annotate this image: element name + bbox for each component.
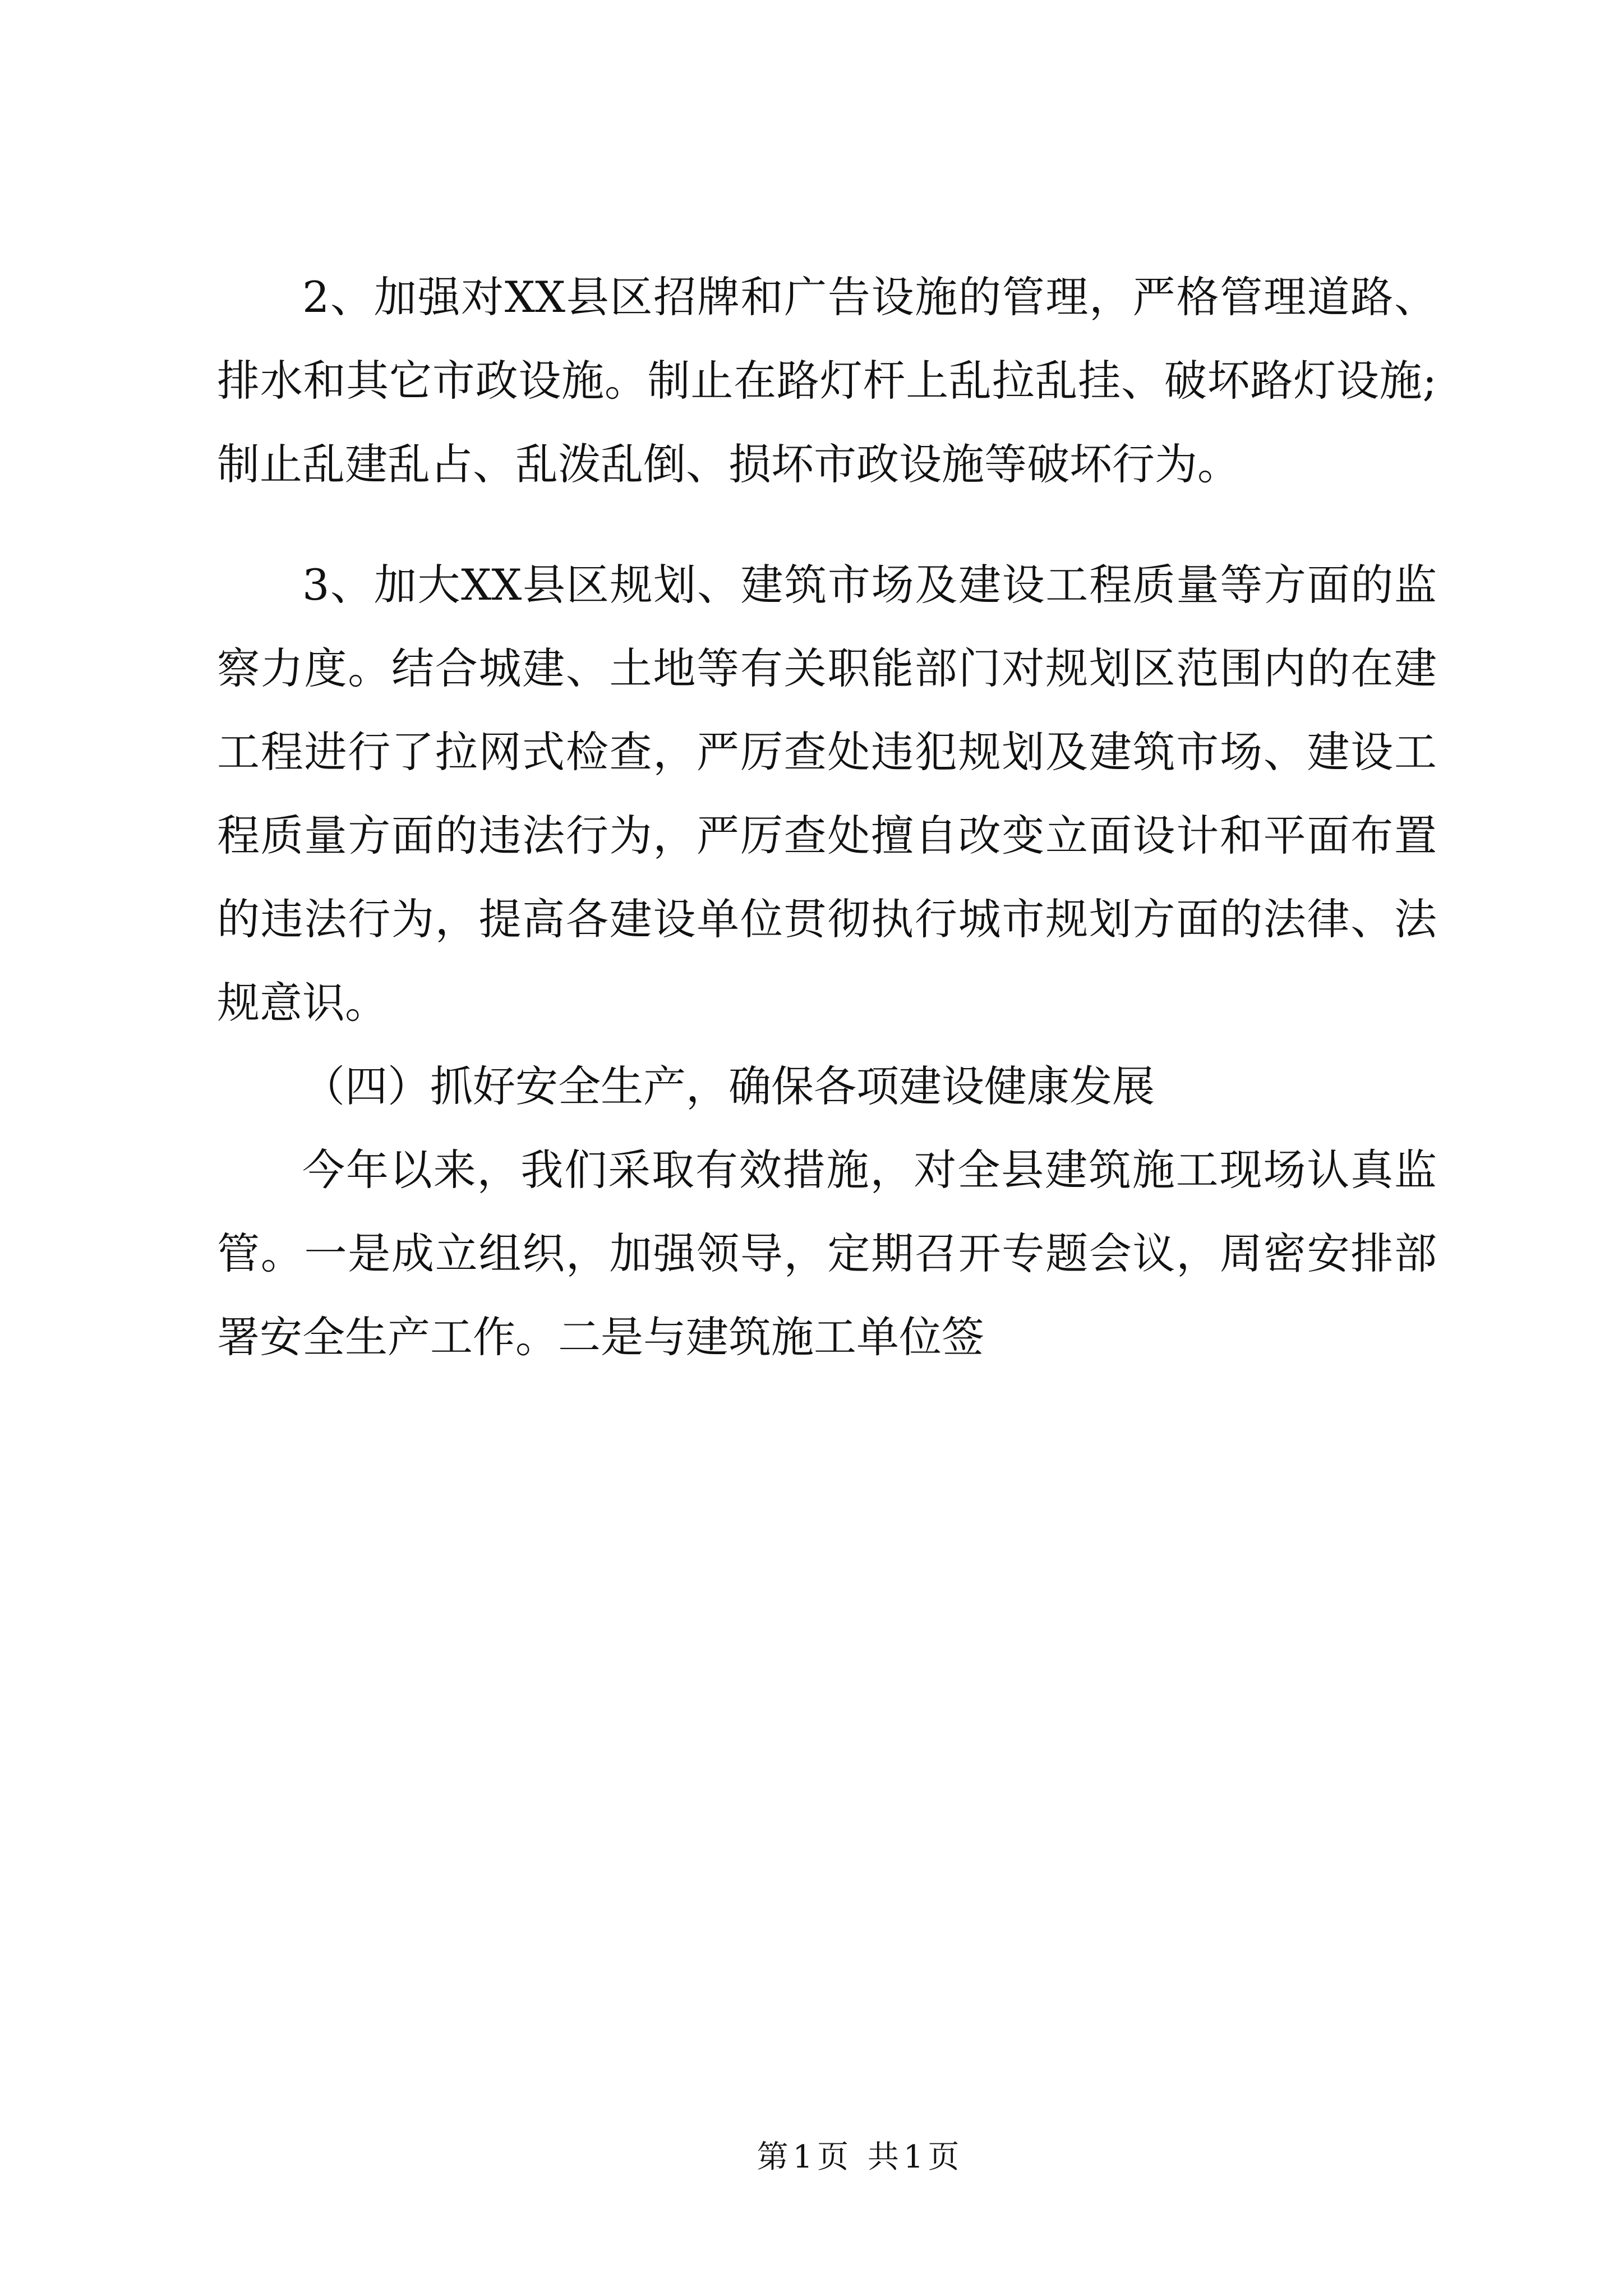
section-heading (217, 1045, 1437, 1128)
paragraph-line: 署安全生产工作。二是与建筑施工单位签 (217, 1312, 984, 1362)
paragraph-line: 规意识。 (217, 978, 388, 1028)
paragraph-safety-production (217, 1128, 1437, 1379)
page-footer-number: 第1页 共1页 (757, 2139, 964, 2175)
paragraph-line: 2、加强对XX县区招牌和广告设施的管理，严格管理道路、 (302, 272, 1437, 322)
paragraph-line: 的违法行为，提高各建设单位贯彻执行城市规划方面的法律、法 (217, 894, 1437, 944)
paragraph-line: 程质量方面的违法行为，严厉查处擅自改变立面设计和平面布置 (217, 811, 1437, 861)
paragraph-item-3 (217, 543, 1437, 1045)
paragraph-line: 察力度。结合城建、土地等有关职能部门对规划区范围内的在建 (217, 643, 1437, 693)
section-heading-text: （四）抓好安全生产，确保各项建设健康发展 (302, 1061, 1155, 1111)
paragraph-item-2 (217, 255, 1437, 506)
paragraph-line: 管。一是成立组织，加强领导，定期召开专题会议，周密安排部 (217, 1228, 1437, 1278)
paragraph-line: 排水和其它市政设施。制止在路灯杆上乱拉乱挂、破坏路灯设施; (217, 356, 1437, 406)
paragraph-line: 制止乱建乱占、乱泼乱倒、损坏市政设施等破坏行为。 (217, 439, 1240, 489)
paragraph-line: 今年以来，我们采取有效措施，对全县建筑施工现场认真监 (302, 1145, 1437, 1195)
paragraph-line: 工程进行了拉网式检查，严厉查处违犯规划及建筑市场、建设工 (217, 727, 1437, 777)
document-body (217, 255, 1437, 1379)
paragraph-line: 3、加大XX县区规划、建筑市场及建设工程质量等方面的监 (302, 560, 1437, 610)
